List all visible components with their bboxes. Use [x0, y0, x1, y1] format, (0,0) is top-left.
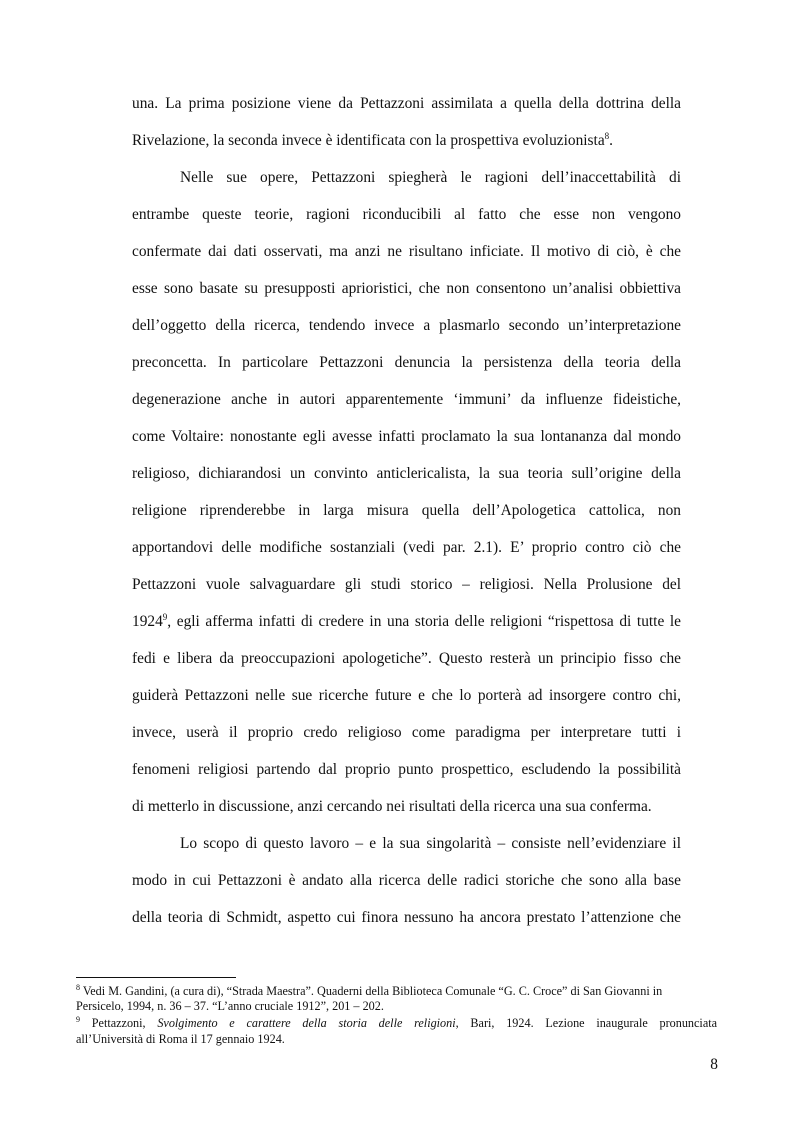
footnote-ref-9[interactable]: 9 [162, 612, 168, 622]
body-line: entrambe queste teorie, ragioni riconducibili al fatto che esse non vengono [132, 206, 681, 223]
body-line: invece, userà il proprio credo religioso come paradigma per interpretare tutti i [132, 724, 681, 741]
body-line: religioso, dichiarandosi un convinto anticlericalista, la sua teoria sull’origine della [132, 465, 681, 482]
body-line: fenomeni religiosi partendo dal proprio punto prospettico, escludendo la possibilità [132, 761, 681, 778]
body-line: confermate dai dati osservati, ma anzi ne risultano inficiate. Il motivo di ciò, è che [132, 243, 681, 260]
body-line: apportandovi delle modifiche sostanziali (vedi par. 2.1). E’ proprio contro ciò che [132, 539, 681, 556]
body-line: Nelle sue opere, Pettazzoni spiegherà le ragioni dell’inaccettabilità di [180, 169, 681, 186]
footnote-9-title: Svolgimento e carattere della storia delle religioni [157, 1016, 456, 1030]
body-line: Pettazzoni vuole salvaguardare gli studi storico – religiosi. Nella Prolusione del [132, 576, 681, 593]
body-line: modo in cui Pettazzoni è andato alla ricerca delle radici storiche che sono alla base [132, 872, 681, 889]
body-line: come Voltaire: nonostante egli avesse infatti proclamato la sua lontananza dal mondo [132, 428, 681, 445]
body-line: dell’oggetto della ricerca, tendendo invece a plasmarlo secondo un’interpretazione [132, 317, 681, 334]
body-line: Lo scopo di questo lavoro – e la sua singolarità – consiste nell’evidenziare il [180, 835, 681, 852]
body-line: preconcetta. In particolare Pettazzoni denuncia la persistenza della teoria della [132, 354, 681, 371]
footnote-8-continued: Persicelo, 1994, n. 36 – 37. “L’anno cruciale 1912”, 201 – 202. [76, 999, 384, 1013]
footnote-ref-8[interactable]: 8 [604, 131, 610, 141]
body-line: guiderà Pettazzoni nelle sue ricerche future e che lo porterà ad insorgere contro chi, [132, 687, 681, 704]
footnote-marker: 8 [76, 983, 80, 992]
body-line: degenerazione anche in autori apparentemente ‘immuni’ da influenze fideistiche, [132, 391, 681, 408]
body-line: una. La prima posizione viene da Pettazzoni assimilata a quella della dottrina della [132, 95, 681, 112]
footnote-9: $^9$ Pettazzoni, Svolgimento e carattere della storia delle religioni, Bari, 1924. Lezione inaugurale pronunciata [76, 1015, 718, 1030]
body-line: della teoria di Schmidt, aspetto cui finora nessuno ha ancora prestato l’attenzione che [132, 909, 681, 926]
page-number: 8 [710, 1056, 718, 1073]
footnote-9-continued: all’Università di Roma il 17 gennaio 1924. [76, 1032, 285, 1046]
body-line: 1924$^9$, egli afferma infatti di credere in una storia delle religioni “rispettosa di tutte le [132, 612, 681, 630]
footnote-marker: 9 [76, 1015, 80, 1024]
footnote-8: $^8$ Vedi M. Gandini, (a cura di), “Strada Maestra”. Quaderni della Biblioteca Comunale “G. C. Croce” di San Giovanni in [76, 983, 663, 998]
body-line: Rivelazione, la seconda invece è identificata con la prospettiva evoluzionista$^8$. [132, 131, 614, 149]
body-line: esse sono basate su presupposti aprioristici, che non consentono un’analisi obbiettiva [132, 280, 681, 297]
footnote-separator [76, 977, 236, 978]
body-line: religione riprenderebbe in larga misura quella dell’Apologetica cattolica, non [132, 502, 681, 519]
body-line: fedi e libera da preoccupazioni apologetiche”. Questo resterà un principio fisso che [132, 650, 681, 667]
body-line: di metterlo in discussione, anzi cercando nei risultati della ricerca una sua conferma. [132, 798, 652, 815]
